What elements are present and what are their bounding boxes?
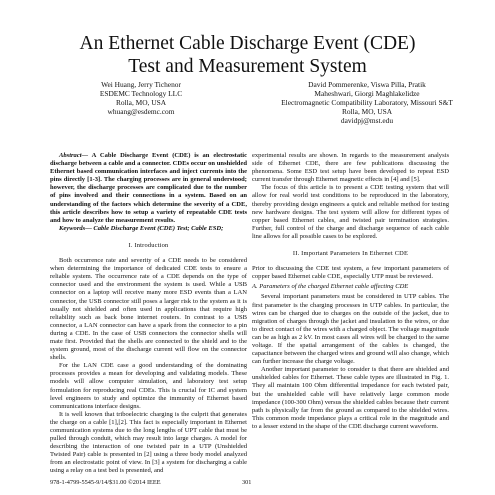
author-email: whuang@esdemc.com (107, 107, 175, 116)
paragraph: For the LAN CDE case a good understanding of the dominating processes provides a mean for developing and validating models. These models will allow computer simulation, and laboratory test setup formulation for reproducing real CDEs. This is crucial for IC and system level engineers to study and optimize the immunity of Ethernet based communications interface designs. (50, 362, 247, 410)
paragraph: Both occurrence rate and severity of a CDE needs to be considered when determining the importance of dedicated CDE tests to ensure a reliable system. The occurrence rate of a CDE depends on the type of connector used and the environment the system is used. While a USB connector on a laptop will receive many more ESD events than a LAN connector, the USB connector still poses a larger risk to the system as it is usually not shielded and often used in applications that require high reliability such as back bone internet routers. In contrast to a USB connector, a LAN connector can have a spark from the connector to a pin during a CDE. In the case of USB connectors the connector shells will mate first. Provided that the shells are connected to the shield and to the system ground, most of the discharge current will flow on the connector shells. (50, 257, 247, 362)
abstract (50, 152, 247, 225)
keywords: Keywords— Cable Discharge Event (CDE) Test; Cable ESD; (59, 224, 224, 232)
page-number: 301 (242, 479, 252, 486)
author-names-continued: Maheshwari, Giorgi Maghlakelidze (314, 89, 420, 98)
copyright-footer: 978-1-4799-5545-9/14/$31.00 ©2014 IEEE (50, 479, 161, 486)
paragraph: Prior to discussing the CDE test system, a few important parameters of copper based Ethernet cable CDE, especially UTP must be reviewed. (252, 265, 449, 281)
section-heading-introduction: I. Introduction (128, 241, 169, 249)
author-email: davidpj@mst.edu (340, 116, 394, 125)
paragraph: Another important parameter to consider is that there are shielded and unshielded cables for Ethernet. These cable types are illustrated in Fig. 1. They all maintain 100 Ohm differential impedance for each twisted pair, but the unshielded cable will have relatively large common mode impedance (100-300 Ohm) versus the shielded cables because their current path is physically far from the ground as compared to the shielded wires. This common mode impedance plays a critical role in the magnitude and to a lesser extend in the shape of the CDE discharge current waveform. (252, 366, 449, 430)
paragraph: It is well known that triboelectric charging is the culprit that generates the charge on a cable [1],[2]. This fact is especially important in Ethernet communication systems due to the long lengths of UPT cable that must be pulled through conduit, which may result into large charges. A model for describing the interaction of one twisted pair in a UTP (Unshielded Twisted Pair) cable is presented in [2] using a three body model analyzed from an electrostatic point of view. In [3] a system for discharging a cable using a relay on a test bed is presented, and (50, 410, 247, 475)
paragraph: experimental results are shown. In regards to the measurement analysis side of Ethernet CDE, there are few publications discussing the phenomena. Some ESD test setup have been developed to repeat ESD current transfer through Ethernet magnetic effects in [4] and [5]. (252, 152, 449, 184)
author-names: David Pommerenke, Viswa Pilla, Pratik (308, 80, 426, 89)
right-column (252, 152, 449, 431)
author-block-right (262, 80, 472, 125)
paragraph: The focus of this article is to present a CDE testing system that will allow for real world test conditions to be reproduced in the laboratory, thereby providing design engineers a quick and reliable method for testing new hardware designs. The test system will allow for different types of copper based Ethernet cables, and twisted pair termination strategies. Further, full control of the charge and discharge sequence of each cable line allows for all possible cases to be explored. (252, 184, 449, 240)
author-block-left (56, 80, 226, 116)
author-affiliation: Electromagnetic Compatibility Laboratory, Missouri S&T (281, 98, 453, 107)
paper-title (0, 32, 495, 78)
author-location: Rolla, MO, USA (341, 107, 393, 116)
left-column (50, 152, 247, 476)
paragraph: Several important parameters must be considered in UTP cables. The first parameter is the charging processes in UTP cables. In particular, the wires can be charged due to charges on the outside of the jacket, due to migration of charges through the jacket and insulation to the wires, or due to direct contact of the wires with a charged object. The voltage magnitude can be as high as 2 kV. In most cases all wires will be charged to the same voltage. If the spatial arrangement of the cables is changed, the capacitance between the charged wires and ground will also change, which can further increase the charge voltage. (252, 293, 449, 366)
author-names: Wei Huang, Jerry Tichenor (101, 80, 181, 89)
subsection-heading: A. Parameters of the charged Ethernet cable affecting CDE (252, 283, 409, 291)
title-line-1: An Ethernet Cable Discharge Event (CDE) (79, 33, 416, 54)
section-heading-parameters: II. Important Parameters In Ethernet CDE (292, 250, 409, 258)
abstract-text: A Cable Discharge Event (CDE) is an electrostatic discharge between a cable and a connector. CDEs occur on unshielded Ethernet based communication interfaces and inject currents into the pins directly [1-3]. The charging processes are in general understood; however, the discharge processes are complicated due to the number of pins involved and their connections in a system. Based on an understanding of the factors which determine the severity of a CDE, this article describes how to setup a variety of repeatable CDE tests and how to analyze the measurement results. (50, 152, 247, 224)
author-affiliation: ESDEMC Technology LLC (99, 89, 183, 98)
abstract-lead: Abstract— (59, 152, 89, 159)
title-line-2: Test and Measurement System (128, 56, 367, 77)
author-location: Rolla, MO, USA (115, 98, 167, 107)
